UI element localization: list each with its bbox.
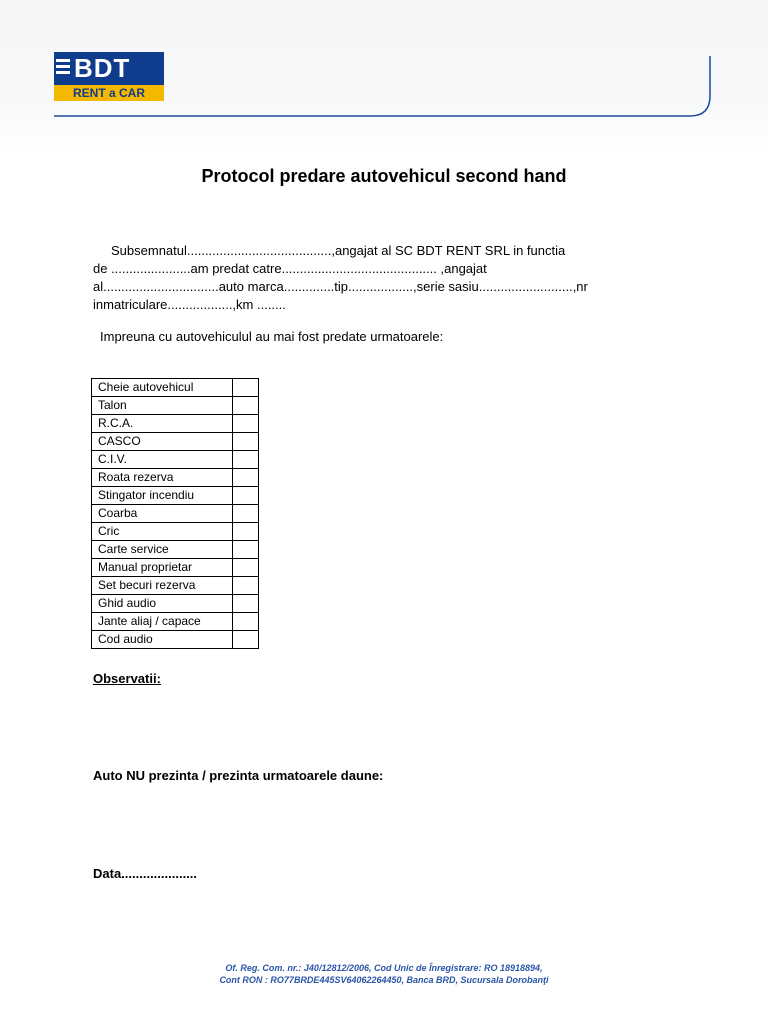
items-checklist [91, 378, 259, 649]
checklist-row [92, 631, 259, 649]
checklist-item-label: Carte service [92, 541, 233, 559]
checklist-item-label: CASCO [92, 433, 233, 451]
paragraph-line: inmatriculare..................,km ........ [93, 297, 286, 312]
checklist-row [92, 595, 259, 613]
checklist-item-label: Cheie autovehicul [92, 379, 233, 397]
checklist-item-label: Talon [92, 397, 233, 415]
checklist-item-label: Roata rezerva [92, 469, 233, 487]
checklist-checkbox[interactable] [233, 631, 259, 649]
checklist-row [92, 451, 259, 469]
paragraph-line: al................................auto marca..............tip..................,serie sasiu..........................,nr [93, 279, 588, 294]
bdt-logo [54, 52, 164, 101]
checklist-item-label: Cric [92, 523, 233, 541]
checklist-checkbox[interactable] [233, 451, 259, 469]
footer-line: Cont RON : RO77BRDE445SV64062264450, Banca BRD, Sucursala Dorobanţi [219, 975, 549, 985]
checklist-item-label: C.I.V. [92, 451, 233, 469]
logo-main [54, 52, 164, 85]
damage-suffix: prezinta / prezinta urmatoarele daune: [145, 768, 384, 783]
checklist-item-label: Set becuri rezerva [92, 577, 233, 595]
checklist-row [92, 433, 259, 451]
checklist-checkbox[interactable] [233, 541, 259, 559]
paragraph-line: Subsemnatul........................................,angajat al SC BDT RENT SRL in functia [111, 243, 566, 258]
checklist-row [92, 379, 259, 397]
checklist-item-label: Ghid audio [92, 595, 233, 613]
checklist-row [92, 559, 259, 577]
checklist-checkbox[interactable] [233, 415, 259, 433]
checklist-row [92, 397, 259, 415]
checklist-item-label: Jante aliaj / capace [92, 613, 233, 631]
checklist-checkbox[interactable] [233, 523, 259, 541]
checklist-checkbox[interactable] [233, 487, 259, 505]
checklist-checkbox[interactable] [233, 397, 259, 415]
checklist-checkbox[interactable] [233, 613, 259, 631]
company-footer [0, 962, 768, 986]
damage-statement [93, 768, 383, 783]
checklist-checkbox[interactable] [233, 469, 259, 487]
checklist-row [92, 613, 259, 631]
logo-stripes-icon [56, 59, 70, 77]
checklist-item-label: Cod audio [92, 631, 233, 649]
footer-line: Of. Reg. Com. nr.: J40/12812/2006, Cod Unic de Înregistrare: RO 18918894, [225, 963, 543, 973]
logo-main-text: BDT [74, 53, 131, 83]
checklist-checkbox[interactable] [233, 379, 259, 397]
checklist-checkbox[interactable] [233, 595, 259, 613]
checklist-row [92, 577, 259, 595]
checklist-row [92, 505, 259, 523]
logo-sub-text: RENT a CAR [54, 85, 164, 101]
checklist-item-label: Coarba [92, 505, 233, 523]
checklist-row [92, 523, 259, 541]
date-field: Data..................... [93, 866, 198, 881]
checklist-row [92, 469, 259, 487]
damage-prefix: Auto [93, 768, 127, 783]
declaration-paragraph [93, 242, 653, 314]
damage-nu: NU [126, 768, 145, 783]
observations-label: Observatii: [93, 671, 161, 686]
checklist-row [92, 541, 259, 559]
handover-intro: Impreuna cu autovehiculul au mai fost predate urmatoarele: [100, 329, 444, 344]
document-title: Protocol predare autovehicul second hand [201, 166, 567, 186]
checklist-item-label: Manual proprietar [92, 559, 233, 577]
checklist-row [92, 415, 259, 433]
checklist-checkbox[interactable] [233, 577, 259, 595]
checklist-item-label: Stingator incendiu [92, 487, 233, 505]
checklist-row [92, 487, 259, 505]
checklist-checkbox[interactable] [233, 559, 259, 577]
checklist-item-label: R.C.A. [92, 415, 233, 433]
checklist-checkbox[interactable] [233, 433, 259, 451]
checklist-checkbox[interactable] [233, 505, 259, 523]
paragraph-line: de ......................am predat catre........................................... ,angajat [93, 261, 487, 276]
